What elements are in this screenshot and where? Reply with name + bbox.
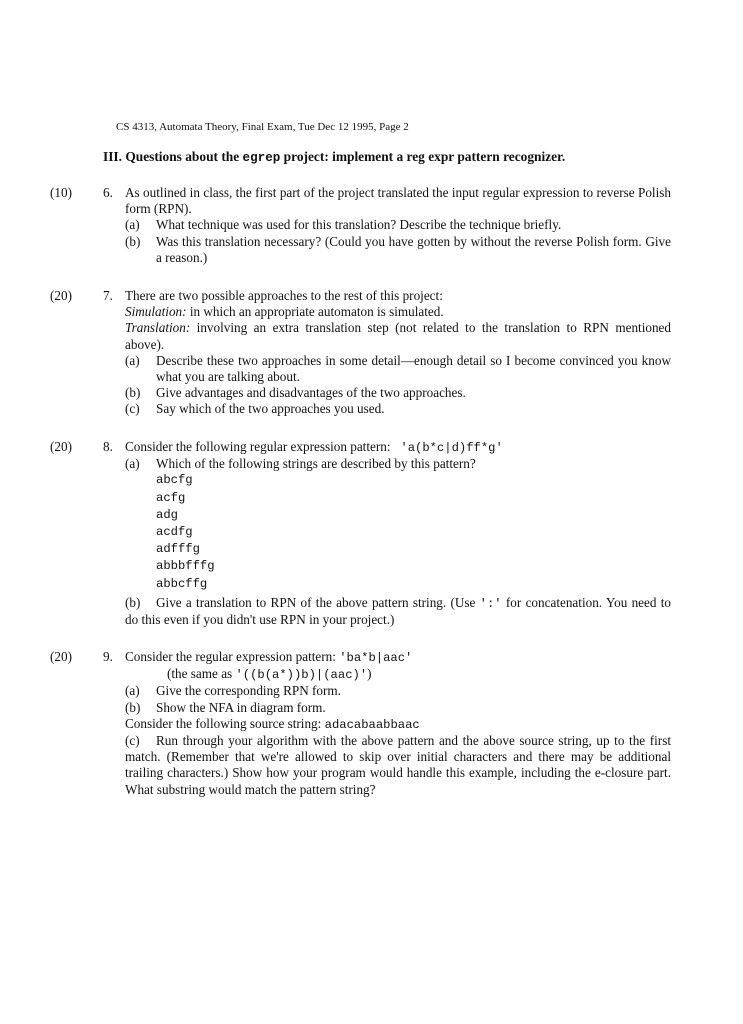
question-part-a — [125, 353, 671, 385]
regex-pattern: 'a(b*c|d)ff*g' — [400, 441, 503, 455]
question-intro: As outlined in class, the first part of the project translated the input regular expression to reverse Polish form (RPN). — [125, 185, 671, 217]
candidate-string: abbbfffg — [156, 559, 215, 574]
question-points: (20) — [50, 439, 72, 454]
part-text: What technique was used for this translation? Describe the technique briefly. — [156, 217, 562, 233]
part-label: (b) — [125, 233, 141, 249]
question-part-a — [125, 217, 671, 233]
part-label: (b) — [125, 594, 141, 610]
question-part-b — [125, 700, 671, 716]
part-text: Describe these two approaches in some detail—enough detail so I become convinced you know what you are talking about. — [156, 352, 671, 385]
question-part-a — [125, 683, 671, 699]
candidate-string: abbcffg — [156, 576, 208, 591]
question-points: (10) — [50, 185, 72, 200]
regex-pattern: 'ba*b|aac' — [339, 651, 413, 665]
source-string-text: Consider the following source string: — [125, 715, 322, 731]
question-body — [125, 185, 671, 266]
question-number: 9. — [103, 649, 113, 664]
approach-translation — [125, 320, 671, 352]
part-text: Give advantages and disadvantages of the two approaches. — [156, 385, 466, 401]
equivalent-code: '((b(a*))b)|(aac)' — [235, 668, 368, 683]
question-points: (20) — [50, 649, 72, 664]
question-intro — [125, 439, 671, 456]
part-label: (a) — [125, 217, 140, 233]
part-text: Was this translation necessary? (Could you have gotten by without the reverse Polish form. Give a reason.) — [156, 233, 671, 265]
part-label: (a) — [125, 352, 140, 368]
part-text: Which of the following strings are described by this pattern? — [156, 456, 476, 472]
part-text: Give the corresponding RPN form. — [156, 683, 341, 699]
part-label: (a) — [125, 456, 140, 472]
term-translation-text: involving an extra translation step (not related to the translation to RPN mentioned above). — [125, 320, 671, 352]
question-part-a — [125, 456, 671, 472]
candidate-string: abcfg — [156, 473, 193, 488]
question-part-b — [125, 595, 671, 628]
question-part-c — [125, 401, 671, 417]
part-text: Run through your algorithm with the above pattern and the above source string, up to the first match. (Remember that we're allowed to skip over initial characters and there may be additional trailing characters.) Show how your program would handle this example, including the e-closure part. What substring would match the pattern string? — [125, 733, 671, 797]
part-label: (c) — [125, 733, 140, 749]
source-string-line — [125, 716, 671, 733]
question-intro — [125, 649, 671, 666]
section-title — [103, 149, 565, 166]
question-points: (20) — [50, 288, 72, 303]
approach-simulation — [125, 304, 671, 320]
equivalent-pattern — [125, 666, 671, 683]
term-translation: Translation: — [125, 320, 191, 336]
part-label: (a) — [125, 683, 140, 699]
section-title-pre: III. Questions about the — [103, 149, 243, 164]
candidate-strings — [156, 472, 671, 592]
part-text-pre: Give a translation to RPN of the above pattern string. (Use — [156, 594, 480, 610]
part-label: (c) — [125, 401, 140, 417]
question-body — [125, 288, 671, 418]
candidate-string: acdfg — [156, 525, 193, 540]
term-simulation-text: in which an appropriate automaton is simulated. — [186, 304, 444, 320]
candidate-string: adfffg — [156, 542, 200, 557]
part-text: Say which of the two approaches you used. — [156, 401, 385, 417]
term-simulation: Simulation: — [125, 304, 187, 320]
question-body — [125, 439, 671, 628]
part-text: Show the NFA in diagram form. — [156, 699, 326, 715]
question-number: 8. — [103, 439, 113, 454]
equivalent-post: ) — [367, 666, 372, 682]
section-title-code: egrep — [242, 151, 281, 165]
section-title-post: project: implement a reg expr pattern recognizer. — [280, 149, 566, 164]
question-number: 7. — [103, 288, 113, 303]
equivalent-pre: (the same as — [167, 666, 236, 682]
page-header: CS 4313, Automata Theory, Final Exam, Tue Dec 12 1995, Page 2 — [116, 121, 409, 133]
candidate-string: adg — [156, 507, 178, 522]
question-body — [125, 649, 671, 798]
question-part-b — [125, 385, 671, 401]
question-part-b — [125, 234, 671, 266]
intro-text: Consider the regular expression pattern: — [125, 649, 336, 664]
part-text-post: for concatenation. You need to do this even if you didn't use RPN in your project.) — [125, 594, 672, 628]
intro-text: Consider the following regular expression pattern: — [125, 439, 391, 454]
concat-operator: ':' — [479, 596, 502, 611]
question-intro: There are two possible approaches to the rest of this project: — [125, 288, 443, 303]
part-label: (b) — [125, 699, 141, 715]
question-part-c — [125, 733, 671, 798]
source-string: adacabaabbaac — [324, 717, 420, 732]
part-label: (b) — [125, 385, 141, 401]
question-number: 6. — [103, 185, 113, 200]
candidate-string: acfg — [156, 490, 186, 505]
